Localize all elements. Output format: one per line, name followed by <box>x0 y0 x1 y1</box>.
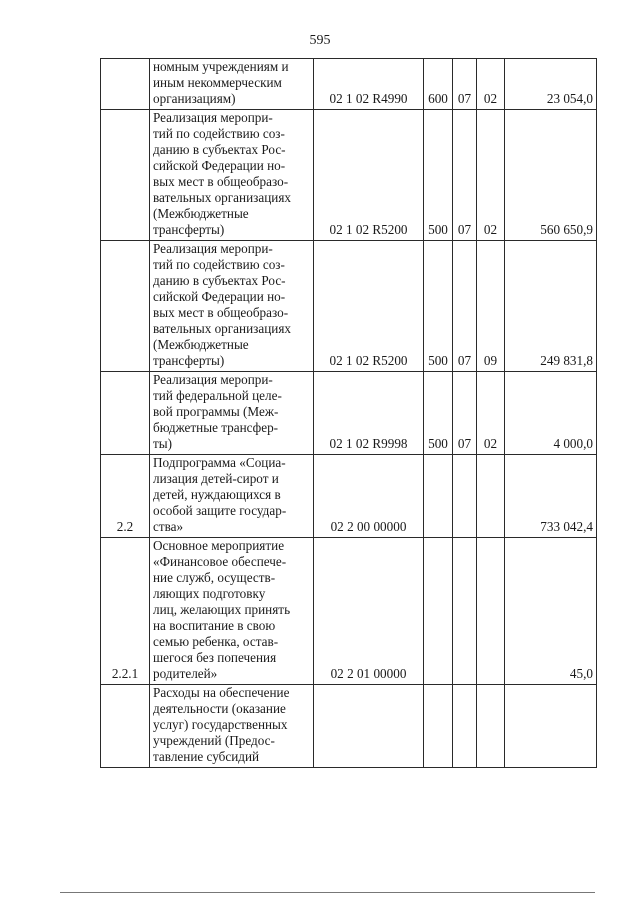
row-name-cell <box>150 372 314 455</box>
row-name-line: ние служб, осуществ- <box>153 570 276 585</box>
table-row <box>101 538 597 685</box>
row-section-cell <box>453 538 477 685</box>
row-name-line: учреждений (Предос- <box>153 733 275 748</box>
row-name-line: тий по содействию соз- <box>153 126 285 141</box>
row-name-line: семью ребенка, остав- <box>153 634 279 649</box>
row-name-line: (Межбюджетные <box>153 206 249 221</box>
row-name-line: «Финансовое обеспече- <box>153 554 287 569</box>
row-name-line: детей, нуждающихся в <box>153 487 281 502</box>
row-name-line: Реализация меропри- <box>153 241 273 256</box>
row-code-cell: 02 1 02 R4990 <box>314 59 424 110</box>
row-expense-group-cell: 500 <box>424 241 453 372</box>
row-name-line: бюджетные трансфер- <box>153 420 279 435</box>
row-amount-cell: 45,0 <box>505 538 597 685</box>
row-expense-group-cell: 600 <box>424 59 453 110</box>
row-code-cell: 02 2 00 00000 <box>314 455 424 538</box>
row-amount-cell: 733 042,4 <box>505 455 597 538</box>
row-name-line: вательных организациях <box>153 190 291 205</box>
table-row <box>101 110 597 241</box>
row-subsection-cell: 02 <box>477 372 505 455</box>
row-name-line: ства» <box>153 519 184 534</box>
row-name-line: вых мест в общеобразо- <box>153 305 289 320</box>
budget-table <box>100 58 597 768</box>
table-row <box>101 241 597 372</box>
row-subsection-cell <box>477 538 505 685</box>
row-amount-cell <box>505 685 597 768</box>
row-name-line: данию в субъектах Рос- <box>153 142 286 157</box>
row-code-cell: 02 1 02 R5200 <box>314 241 424 372</box>
row-expense-group-cell <box>424 455 453 538</box>
row-name-line: тий федеральной целе- <box>153 388 282 403</box>
table-body <box>101 59 597 768</box>
row-name-line: Реализация меропри- <box>153 372 273 387</box>
row-number-cell <box>101 59 150 110</box>
row-expense-group-cell: 500 <box>424 110 453 241</box>
row-name-cell <box>150 241 314 372</box>
row-name-cell <box>150 538 314 685</box>
row-name-line: иным некоммерческим <box>153 75 282 90</box>
table-row <box>101 59 597 110</box>
row-number-cell: 2.2.1 <box>101 538 150 685</box>
row-name-line: Расходы на обеспечение <box>153 685 290 700</box>
row-name-line: тий по содействию соз- <box>153 257 285 272</box>
table-row <box>101 455 597 538</box>
row-number-cell <box>101 110 150 241</box>
row-name-line: (Межбюджетные <box>153 337 249 352</box>
page-bottom-rule <box>60 892 595 893</box>
row-name-cell <box>150 110 314 241</box>
row-subsection-cell <box>477 455 505 538</box>
table-row <box>101 372 597 455</box>
row-expense-group-cell <box>424 685 453 768</box>
row-name-line: организациям) <box>153 91 236 106</box>
row-name-line: особой защите государ- <box>153 503 287 518</box>
row-expense-group-cell: 500 <box>424 372 453 455</box>
row-name-line: вых мест в общеобразо- <box>153 174 289 189</box>
row-section-cell: 07 <box>453 110 477 241</box>
page-number: 595 <box>309 33 331 48</box>
row-name-line: шегося без попечения <box>153 650 277 665</box>
row-number-cell <box>101 372 150 455</box>
row-section-cell <box>453 455 477 538</box>
row-name-line: на воспитание в свою <box>153 618 276 633</box>
row-name-cell <box>150 455 314 538</box>
row-subsection-cell: 02 <box>477 59 505 110</box>
row-name-line: сийской Федерации но- <box>153 158 286 173</box>
row-amount-cell: 560 650,9 <box>505 110 597 241</box>
row-name-line: вательных организациях <box>153 321 291 336</box>
row-number-cell <box>101 241 150 372</box>
row-section-cell: 07 <box>453 372 477 455</box>
row-subsection-cell <box>477 685 505 768</box>
row-name-line: сийской Федерации но- <box>153 289 286 304</box>
row-name-line: данию в субъектах Рос- <box>153 273 286 288</box>
row-amount-cell: 23 054,0 <box>505 59 597 110</box>
row-name-line: номным учреждениям и <box>153 59 289 74</box>
row-name-cell <box>150 685 314 768</box>
row-number-cell: 2.2 <box>101 455 150 538</box>
row-name-line: лизация детей-сирот и <box>153 471 279 486</box>
row-code-cell: 02 1 02 R9998 <box>314 372 424 455</box>
table-row <box>101 685 597 768</box>
row-section-cell: 07 <box>453 241 477 372</box>
row-name-line: лиц, желающих принять <box>153 602 291 617</box>
row-name-line: Реализация меропри- <box>153 110 273 125</box>
row-code-cell <box>314 685 424 768</box>
row-code-cell: 02 1 02 R5200 <box>314 110 424 241</box>
row-number-cell <box>101 685 150 768</box>
row-name-line: вой программы (Меж- <box>153 404 279 419</box>
row-name-line: родителей» <box>153 666 218 681</box>
row-name-line: услуг) государственных <box>153 717 288 732</box>
row-code-cell: 02 2 01 00000 <box>314 538 424 685</box>
row-name-line: Подпрограмма «Социа- <box>153 455 286 470</box>
row-name-line: трансферты) <box>153 353 225 368</box>
row-name-line: деятельности (оказание <box>153 701 286 716</box>
row-name-line: Основное мероприятие <box>153 538 285 553</box>
row-name-line: ты) <box>153 436 173 451</box>
row-name-line: трансферты) <box>153 222 225 237</box>
row-name-line: ляющих подготовку <box>153 586 266 601</box>
row-amount-cell: 249 831,8 <box>505 241 597 372</box>
row-amount-cell: 4 000,0 <box>505 372 597 455</box>
row-section-cell: 07 <box>453 59 477 110</box>
row-name-cell <box>150 59 314 110</box>
row-subsection-cell: 09 <box>477 241 505 372</box>
row-expense-group-cell <box>424 538 453 685</box>
row-section-cell <box>453 685 477 768</box>
row-subsection-cell: 02 <box>477 110 505 241</box>
row-name-line: тавление субсидий <box>153 749 260 764</box>
